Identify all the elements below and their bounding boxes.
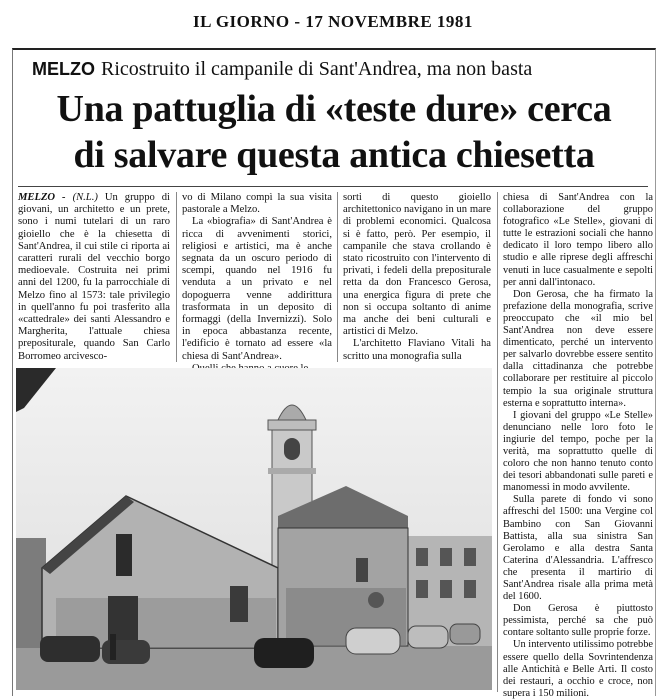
article-column-3 <box>343 192 491 363</box>
article-paragraph: sorti di questo gioiello architettonico navigano in un mare di problemi economici. Qualcosa si è fatto, però. Per esempio, il campanile che stava crollando è stato ricostruito con l'intervento di privati, i fedeli della prepositurale retta da don Francesco Gerosa, una energica figura di prete che non si occupa soltanto di anime ma anche dei beni culturali e artistici di Melzo. <box>343 192 491 338</box>
headline-rule <box>18 186 648 187</box>
article-paragraph: Un intervento utilissimo potrebbe essere quello della Sovrintendenza alle Antichità e Belle Arti. Il costo dei restauri, a occhio e croce, non supera i 150 milioni. <box>503 639 653 699</box>
kicker-place: MELZO <box>32 59 95 79</box>
article-paragraph: Don Gerosa è piuttosto pessimista, perché sa che può contare soltanto sulle proprie forze. <box>503 603 653 639</box>
newspaper-masthead: IL GIORNO - 17 NOVEMBRE 1981 <box>193 12 473 31</box>
article-paragraph: La «biografia» di Sant'Andrea è ricca di avvenimenti storici, religiosi e artistici, ma è anche segnata da un oscuro periodo di scempi, quando nel 1916 fu venduta a un privato e nel dopoguerra venne addirittura trasformata in un deposito di formaggi (della Invernizzi). Solo in epoca abbastanza recente, l'edificio è tornato ad essere «la chiesa di Sant'Andrea». <box>182 216 332 362</box>
article-column-2 <box>182 192 332 375</box>
article-column-4 <box>503 192 653 700</box>
column-divider <box>176 192 177 362</box>
kicker-text: Ricostruito il campanile di Sant'Andrea, ma non basta <box>101 58 533 80</box>
article-paragraph: MELZO - (N.L.) Un gruppo di giovani, un architetto e un prete, sono i numi tutelari di un raro gioiello che è la chiesetta di Sant'Andrea, il cui stile ci riporta ai caratteri rurali del vecchio borgo medioevale. Costruita nei primi anni del 1200, fu la parrocchiale di Melzo fino al 1573: tale privilegio in quell'anno fu poi trasferito alla «cattedrale» dei santi Alessandro e Margherita, l'attuale chiesa prepositurale, quando San Carlo Borromeo arcivesco- <box>18 192 170 362</box>
lead-place: MELZO - <box>18 192 66 203</box>
article-paragraph: vo di Milano compì la sua visita pastorale a Melzo. <box>182 192 332 216</box>
church-photo <box>16 368 492 690</box>
article-paragraph: chiesa di Sant'Andrea con la collaborazione del gruppo fotografico «Le Stelle», giovani di tutte le estrazioni sociali che hanno dedicato il loro tempo libero allo studio e alle riprese degli affreschi venuti in luce casualmente e sepolti per anni dall'intonaco. <box>503 192 653 288</box>
church-photo-illustration <box>16 368 492 690</box>
headline-line-1: Una pattuglia di «teste dure» cerca <box>56 88 612 130</box>
headline-line-2: di salvare questa antica chiesetta <box>73 134 595 176</box>
kicker <box>32 58 532 81</box>
article-paragraph: I giovani del gruppo «Le Stelle» denunciano nelle loro foto le ingiurie del tempo, poche per la verità, ma soprattutto quelle di coloro che non hanno tenuto conto dei tesori abbandonati sulle pareti e manomessi in modo avvilente. <box>503 409 653 494</box>
column-divider <box>497 192 498 692</box>
lead-author: (N.L.) <box>72 192 98 203</box>
article-paragraph: Don Gerosa, che ha firmato la prefazione della monografia, scrive preoccupato che «il mio bel Sant'Andrea non deve essere dimenticato, perché un intervento per salvarlo dovrebbe essere sentito dalla cittadinanza che potrebbe collaborare per restituire al piccolo tempio la sua originale struttura esterna e soprattutto interna». <box>503 288 653 409</box>
article-column-1 <box>18 192 170 363</box>
headline <box>14 86 654 178</box>
article-paragraph: Sulla parete di fondo vi sono affreschi del 1500: una Vergine col Bambino con San Giovanni Battista, alla sua sinistra San Gerolamo e alla destra Santa Caterina d'Alessandria. L'affresco che presenta il martirio di Sant'Andrea risale alla prima metà del 1600. <box>503 494 653 603</box>
article-paragraph: L'architetto Flaviano Vitali ha scritto una monografia sulla <box>343 338 491 362</box>
column-divider <box>337 192 338 362</box>
